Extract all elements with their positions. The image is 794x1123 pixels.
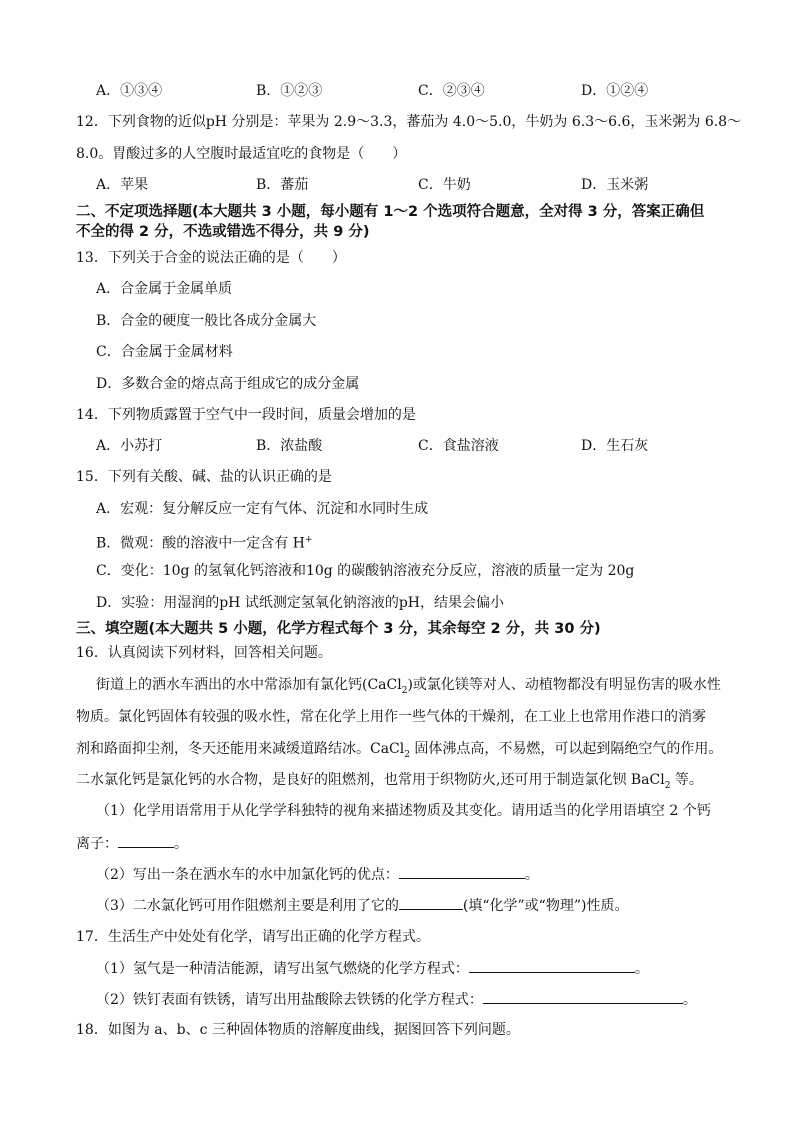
q15-option-b[interactable] — [96, 530, 794, 554]
q16-passage-line1-a: 街道上的洒水车洒出的水中常添加有氯化钙(CaCl — [96, 677, 402, 693]
q12-stem-line2: 8.0。胃酸过多的人空腹时最适宜吃的食物是（ ） — [76, 146, 407, 162]
q17-sub1-end: 。 — [634, 961, 649, 977]
q17-sub1 — [96, 958, 794, 979]
q15-option-b-text: B．微观：酸的溶液中一定含有 H — [96, 535, 305, 552]
q12-stem-line1: 12．下列食物的近似pH 分别是：苹果为 2.9～3.3，蕃茄为 4.0～5.0，牛奶为 6.3～6.6，玉米粥为 6.8～ — [76, 114, 742, 130]
q11-option-d[interactable]: D．①②④ — [581, 83, 649, 99]
q11-option-a[interactable]: A．①③④ — [96, 83, 163, 99]
q11-option-c[interactable]: C．②③④ — [418, 83, 485, 99]
q15-option-c[interactable]: C．变化：10g 的氢氧化钙溶液和10g 的碳酸钠溶液充分反应，溶液的质量一定为 20g — [96, 563, 635, 579]
q12-option-d[interactable]: D．玉米粥 — [581, 177, 649, 193]
q16-passage-line4-a: 二水氯化钙是氯化钙的水合物，是良好的阻燃剂，也常用于织物防火,还可用于制造氯化钡 BaCl — [76, 772, 665, 788]
q16-sub3 — [96, 895, 794, 916]
q13-option-d[interactable]: D．多数合金的熔点高于组成它的成分金属 — [96, 376, 360, 392]
q16-sub3-label: （3）二水氯化钙可用作阻燃剂主要是利用了它的 — [96, 898, 399, 914]
q16-passage-line4-b: 等。 — [670, 772, 703, 788]
q16-sub3-answer-blank[interactable] — [399, 895, 463, 910]
q16-sub1-line2 — [76, 833, 794, 854]
q16-sub1-label: 离子： — [76, 836, 118, 852]
q11-option-b[interactable]: B．①②③ — [256, 83, 323, 99]
section2-heading-line2: 不全的得 2 分，不选或错选不得分，共 9 分) — [76, 224, 370, 240]
q15-option-a[interactable]: A．宏观：复分解反应一定有气体、沉淀和水同时生成 — [96, 501, 429, 517]
q16-sub1-line1: （1）化学用语常用于从化学学科独特的视角来描述物质及其变化。请用适当的化学用语填空 2 个钙 — [96, 803, 711, 819]
q16-stem: 16．认真阅读下列材料，回答相关问题。 — [76, 645, 332, 661]
q16-sub2-label: （2）写出一条在洒水车的水中加氯化钙的优点： — [96, 867, 399, 883]
q16-passage-line4 — [76, 770, 794, 796]
q17-sub2 — [96, 989, 794, 1010]
q13-option-c[interactable]: C．合金属于金属材料 — [96, 344, 233, 360]
q14-stem: 14．下列物质露置于空气中一段时间，质量会增加的是 — [76, 407, 416, 423]
hydrogen-ion-charge: + — [304, 535, 313, 545]
q16-sub2 — [96, 864, 794, 885]
q12-option-c[interactable]: C．牛奶 — [418, 177, 471, 193]
subscript: 2 — [404, 749, 410, 760]
q17-sub2-answer-blank[interactable] — [483, 989, 683, 1004]
q16-passage-line1-b: )或氯化镁等对人、动植物都没有明显伤害的吸水性 — [407, 677, 721, 693]
q14-option-b[interactable]: B．浓盐酸 — [256, 438, 323, 454]
q17-sub1-answer-blank[interactable] — [469, 958, 635, 973]
q14-option-a[interactable]: A．小苏打 — [96, 438, 163, 454]
subscript: 2 — [664, 780, 671, 791]
q16-sub2-answer-blank[interactable] — [399, 864, 525, 879]
q18-stem: 18．如图为 a、b、c 三种固体物质的溶解度曲线，据图回答下列问题。 — [76, 1022, 520, 1038]
q15-option-d[interactable]: D．实验：用湿润的pH 试纸测定氢氧化钠溶液的pH，结果会偏小 — [96, 595, 505, 611]
q16-passage-line1 — [96, 675, 794, 701]
q16-passage-line3 — [76, 739, 794, 765]
q13-stem: 13．下列关于合金的说法正确的是（ ） — [76, 250, 346, 266]
section2-heading-line1: 二、不定项选择题(本大题共 3 小题，每小题有 1～2 个选项符合题意，全对得 3 分，答案正确但 — [76, 204, 705, 220]
q16-sub2-end: 。 — [524, 867, 539, 883]
q17-sub2-label: （2）铁钉表面有铁锈，请写出用盐酸除去铁锈的化学方程式： — [96, 992, 483, 1008]
q17-stem: 17．生活生产中处处有化学，请写出正确的化学方程式。 — [76, 929, 430, 945]
q12-option-b[interactable]: B．蕃茄 — [256, 177, 309, 193]
q16-passage-line3-b: 固体沸点高，不易燃，可以起到隔绝空气的作用。 — [409, 741, 723, 757]
q14-option-c[interactable]: C．食盐溶液 — [418, 438, 499, 454]
q17-sub1-label: （1）氢气是一种清洁能源，请写出氢气燃烧的化学方程式： — [96, 961, 469, 977]
section3-heading: 三、填空题(本大题共 5 小题，化学方程式每个 3 分，其余每空 2 分，共 30 分) — [76, 621, 601, 637]
q13-option-b[interactable]: B．合金的硬度一般比各成分金属大 — [96, 313, 317, 329]
q15-stem: 15．下列有关酸、碱、盐的认识正确的是 — [76, 469, 332, 485]
q16-passage-line3-a: 剂和路面抑尘剂，冬天还能用来减缓道路结冰。CaCl — [76, 741, 405, 757]
q17-sub2-end: 。 — [682, 992, 697, 1008]
q12-option-a[interactable]: A．苹果 — [96, 177, 149, 193]
q16-passage-line2: 物质。氯化钙固体有较强的吸水性，常在化学上用作一些气体的干燥剂，在工业上也常用作港口的消雾 — [76, 709, 706, 725]
q16-sub1-answer-blank[interactable] — [118, 833, 174, 848]
subscript: 2 — [401, 685, 408, 696]
q16-sub3-end: (填“化学”或“物理”)性质。 — [462, 898, 629, 914]
q14-option-d[interactable]: D．生石灰 — [581, 438, 649, 454]
q16-sub1-end: 。 — [174, 836, 188, 852]
q13-option-a[interactable]: A．合金属于金属单质 — [96, 281, 233, 297]
